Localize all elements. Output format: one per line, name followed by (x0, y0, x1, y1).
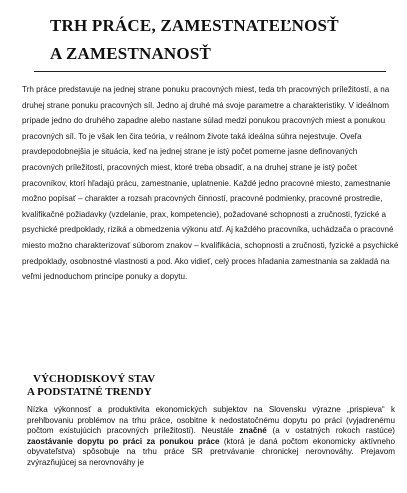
intro-paragraph: Trh práce predstavuje na jednej strane ponuku pracovných miest, teda trh pracovných príležitostí, a na druhej strane ponuku pracovných síl. Jedno aj druhé má svoje parametre a charakteristiky. V ideálnom prípade jedno do druhého zapadne alebo nastane súlad medzi ponukou pracovných miest a ponukou pracovných síl. To je však len čira teória, v reálnom živote taká ideálna súhra nejestvuje. Oveľa pravdepodobnejšia je situácia, keď na jednej strane je istý počet pomerne jasne definovaných pracovných príležitostí, pracovných miest, ktoré treba obsadiť, a na druhej strane je istý počet pracovníkov, ktorí hľadajú prácu, zamestnanie, uplatnenie. Každé jedno pracovné miesto, zamestnanie možno popísať – charakter a rozsah pracovných činností, pracovné podmienky, pracovné prostredie, kvalifikačné požiadavky (vzdelanie, prax, kompetencie), požadované schopnosti a zručnosti, fyzické a psychické predpoklady, riziká a obmedzenia výkonu atď. Aj každého pracovníka, uchádzača o pracovné miesto možno charakterizovať súborom znakov – kvalifikácia, schopnosti a zručnosti, fyzické a psychické predpoklady, osobnostné vlastnosti a pod. Ako vidieť, celý proces hľadania zamestnania sa zakladá na veľmi jednoduchom princípe ponuky a dopytu. (22, 85, 399, 282)
section-heading-line-1: VÝCHODISKOVÝ STAV (33, 373, 156, 385)
section-text-3: (ktorá je daná počtom ekonomicky aktívneho obyvateľstva) spôsobuje na trhu práce SR pretrvávanie chronickej nerovnováhy. Prejavom zvýrazňujúcej sa nerovnováhy je (27, 436, 395, 467)
section-bold-2: zaostávanie dopytu po práci za ponukou práce (27, 436, 220, 446)
section-paragraph (27, 405, 395, 469)
section-text-2: (a v ostatných rokoch rastúce) (266, 426, 395, 436)
title-underline (34, 71, 386, 72)
section-heading (27, 373, 387, 399)
section-bold-1: značné (239, 426, 267, 436)
section-heading-line-2: A PODSTATNÉ TRENDY (27, 386, 152, 398)
section-text-1: Nízka výkonnosť a produktivita ekonomických subjektov na Slovensku výrazne „prispieva“ k prehlbovaniu problémov na trhu práce, osobitne k nedostatočnému dopytu po práci (vyjadrenému počtom existujúcich pracovných príležitostí). Neustále (27, 405, 395, 436)
page-title (50, 12, 390, 68)
title-line-2: A ZAMESTNANOSŤ (50, 44, 212, 63)
title-line-1: TRH PRÁCE, ZAMESTNATEĽNOSŤ (50, 16, 339, 35)
